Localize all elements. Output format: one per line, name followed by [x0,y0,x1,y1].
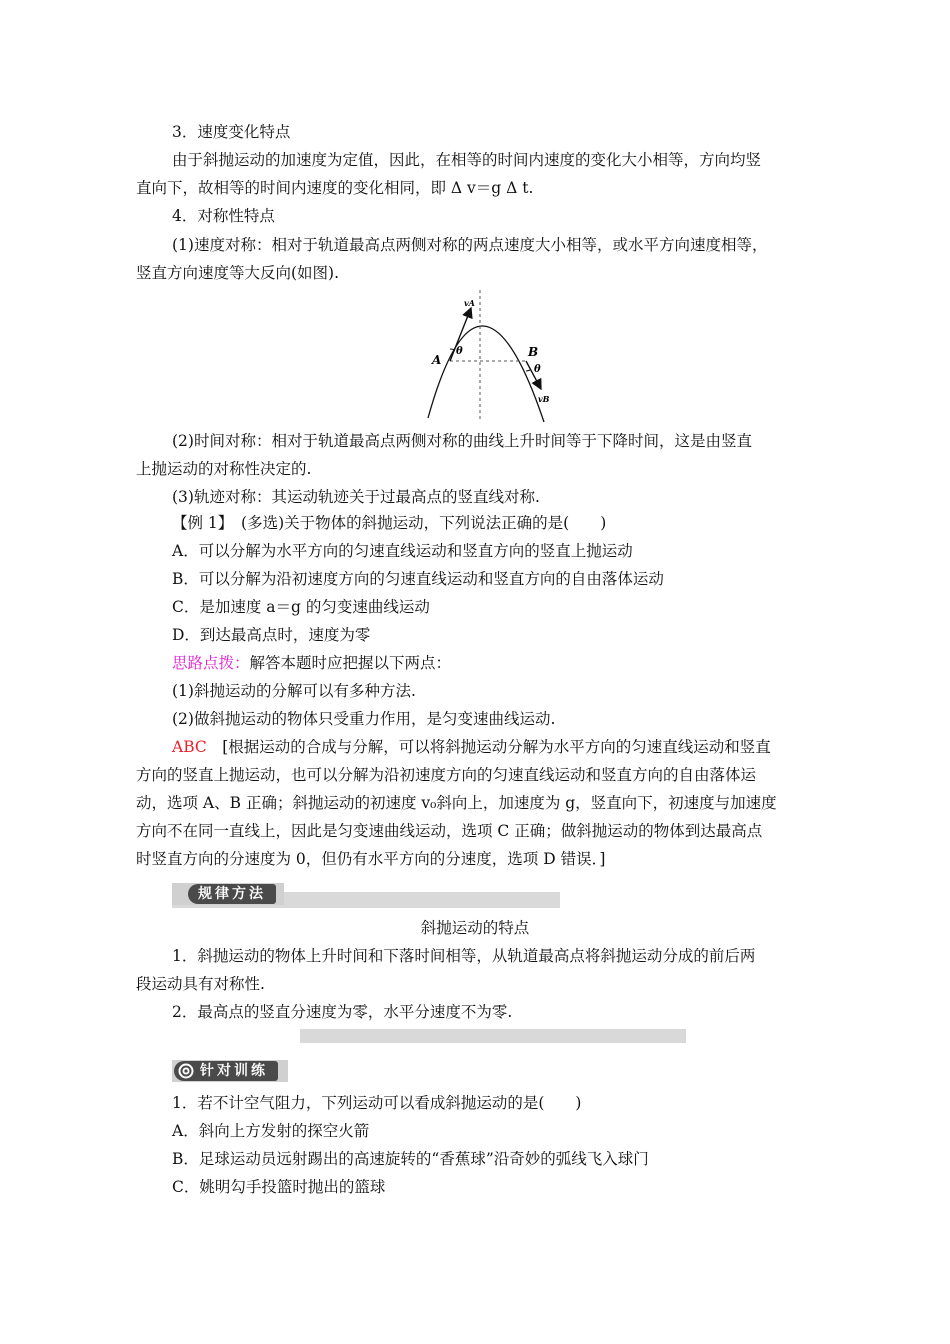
example1-option-c: C．是加速度 a＝g 的匀变速曲线运动 [172,598,430,616]
sec4-heading: 4．对称性特点 [172,207,275,225]
trajectory-figure [420,288,560,424]
example1-option-a: A．可以分解为水平方向的匀速直线运动和竖直方向的竖直上抛运动 [172,542,633,560]
training-badge [174,1061,278,1081]
method-title: 斜抛运动的特点 [420,919,530,937]
method-footer-bar [300,1029,686,1043]
sec3-para-line1: 由于斜抛运动的加速度为定值，因此，在相等的时间内速度的变化大小相等，方向均竖 [172,151,762,169]
method-point2: 2．最高点的竖直分速度为零，水平分速度不为零. [172,1003,513,1021]
label-va: vA [464,298,475,308]
label-theta-b: θ [534,364,541,375]
label-a: A [432,353,442,367]
label-theta-a: θ [456,346,463,357]
example1-explanation-line3: 动，选项 A、B 正确；斜抛运动的初速度 v₀斜向上，加速度为 g，竖直向下，初速度与加速度 [136,794,777,812]
method-point1-line2: 段运动具有对称性. [136,975,265,993]
example1-hint-2: (2)做斜抛运动的物体只受重力作用，是匀变速曲线运动. [172,710,556,728]
example1-explanation-line2: 方向的竖直上抛运动，也可以分解为沿初速度方向的匀速直线运动和竖直方向的自由落体运 [136,766,757,784]
sec4-time-line2: 上抛运动的对称性决定的. [136,460,312,478]
angle-arc-b [526,370,530,371]
example1-tag: 【例 1】 [172,514,226,532]
example1-explanation-line1 [172,736,771,758]
sec3-heading: 3．速度变化特点 [172,123,291,141]
example1-hint-1: (1)斜抛运动的分解可以有多种方法. [172,682,416,700]
sec3-para-line2: 直向下，故相等的时间内速度的变化相同，即 Δ v＝g Δ t. [136,179,534,197]
example1-explanation-line4: 方向不在同一直线上，因此是匀变速曲线运动，选项 C 正确；做斜抛运动的物体到达最高点 [136,822,763,840]
sec4-time-line1: (2)时间对称：相对于轨道最高点两侧对称的曲线上升时间等于下降时间，这是由竖直 [172,432,752,450]
sec4-velocity-line1: (1)速度对称：相对于轨道最高点两侧对称的两点速度大小相等，或水平方向速度相等， [172,236,768,254]
example1-option-b: B．可以分解为沿初速度方向的匀速直线运动和竖直方向的自由落体运动 [172,570,664,588]
hint-label: 思路点拨： [172,654,250,672]
method-point1-line1: 1．斜抛运动的物体上升时间和下落时间相等，从轨道最高点将斜抛运动分成的前后两 [172,947,756,965]
training-option-a: A．斜向上方发射的探空火箭 [172,1122,370,1140]
explanation-start: [根据运动的合成与分解，可以将斜抛运动分解为水平方向的匀速直线运动和竖直 [206,738,771,756]
example1-explanation-line5: 时竖直方向的分速度为 0，但仍有水平方向的分速度，选项 D 错误．] [136,850,606,868]
label-vb: vB [538,394,550,404]
training-option-b: B．足球运动员远射踢出的高速旋转的“香蕉球”沿奇妙的弧线飞入球门 [172,1150,649,1168]
answer-label: ABC [172,738,207,756]
example1-question [172,512,606,534]
hint-text: 解答本题时应把握以下两点： [249,654,452,672]
label-b: B [528,345,539,359]
sec4-velocity-line2: 竖直方向速度等大反向(如图). [136,264,340,282]
example1-hint [172,652,451,674]
sec4-trajectory-line: (3)轨迹对称：其运动轨迹关于过最高点的竖直线对称. [172,488,540,506]
trajectory-curve [428,326,544,422]
target-icon [177,1062,195,1080]
training-badge-label: 针对训练 [200,1063,268,1079]
method-badge: 规律方法 [188,884,276,904]
training-question1: 1．若不计空气阻力，下列运动可以看成斜抛运动的是( ) [172,1094,582,1112]
example1-option-d: D．到达最高点时，速度为零 [172,626,371,644]
example1-question-text: (多选)关于物体的斜抛运动，下列说法正确的是( ) [225,514,607,532]
training-option-c: C．姚明勾手投篮时抛出的篮球 [172,1178,386,1196]
